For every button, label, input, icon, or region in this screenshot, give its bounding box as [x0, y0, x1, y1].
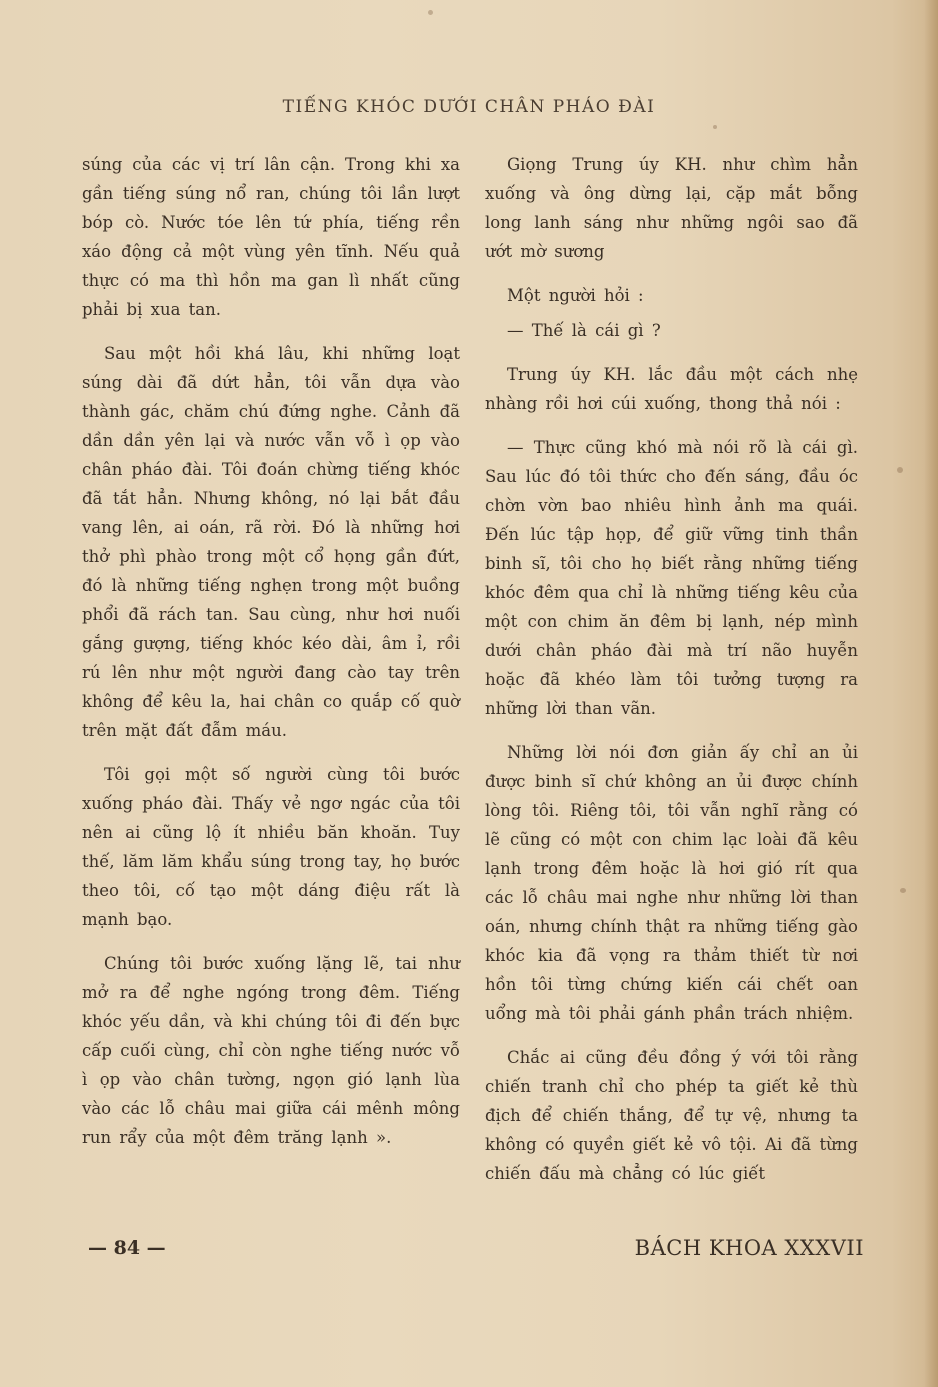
paper-speck — [900, 888, 906, 893]
paragraph: Giọng Trung úy KH. như chìm hẳn xuống và ông dừng lại, cặp mắt bỗng long lanh sáng như những ngôi sao đã ướt mờ sương — [485, 155, 858, 261]
paragraph: súng của các vị trí lân cận. Trong khi xa gần tiếng súng nổ ran, chúng tôi lần lượt bóp cò. Nước tóe lên tứ phía, tiếng rền xáo động cả một vùng yên tĩnh. Nếu quả thực có ma thì hồn ma gan lì nhất cũng phải bị xua tan. — [82, 155, 460, 319]
paper-speck — [897, 467, 903, 473]
page-edge-shadow — [924, 0, 938, 1387]
paper-speck — [713, 125, 717, 129]
right-column — [485, 150, 858, 1203]
running-title: TIẾNG KHÓC DƯỚI CHÂN PHÁO ĐÀI — [282, 97, 656, 117]
page-number: — 84 — — [88, 1237, 166, 1259]
paper-speck — [428, 10, 433, 15]
dialogue-paragraph: — Thực cũng khó mà nói rõ là cái gì. Sau lúc đó tôi thức cho đến sáng, đầu óc chờn vờn bao nhiêu hình ảnh ma quái. Đến lúc tập họp, để giữ vững tinh thần binh sĩ, tôi cho họ biết rằng những tiếng khóc đêm qua chỉ là những tiếng kêu của một con chim ăn đêm bị lạnh, nép mình dưới chân pháo đài mà trí não huyễn hoặc đã khéo làm tôi tưởng tượng ra những lời than vãn. — [485, 438, 858, 718]
paragraph: Chắc ai cũng đều đồng ý với tôi rằng chiến tranh chỉ cho phép ta giết kẻ thù địch để chiến thắng, để tự vệ, nhưng ta không có quyền giết kẻ vô tội. Ai đã từng chiến đấu mà chẳng có lúc giết — [485, 1048, 858, 1183]
paragraph: Những lời nói đơn giản ấy chỉ an ủi được binh sĩ chứ không an ủi được chính lòng tôi. Riêng tôi, tôi vẫn nghĩ rằng có lẽ cũng có một con chim lạc loài đã kêu lạnh trong đêm hoặc là hơi gió rít qua các lỗ châu mai nghe như những lời than oán, nhưng chính thật ra những tiếng gào khóc kia đã vọng ra thảm thiết từ nơi hồn tôi từng chứng kiến cái chết oan uổng mà tôi phải gánh phần trách nhiệm. — [485, 743, 858, 1023]
dialogue-line: — Thế là cái gì ? — [507, 321, 661, 340]
paragraph: Một người hỏi : — [507, 286, 644, 305]
paragraph: Chúng tôi bước xuống lặng lẽ, tai như mở ra để nghe ngóng trong đêm. Tiếng khóc yếu dần, và khi chúng tôi đi đến bực cấp cuối cùng, chỉ còn nghe tiếng nước vỗ ì ọp vào chân tường, ngọn gió lạnh lùa vào các lỗ châu mai giữa cái mênh mông run rẩy của một đêm trăng lạnh ». — [82, 954, 460, 1147]
paragraph: Trung úy KH. lắc đầu một cách nhẹ nhàng rồi hơi cúi xuống, thong thả nói : — [485, 365, 858, 413]
publication-name: BÁCH KHOA XXXVII — [634, 1236, 864, 1260]
left-column — [82, 150, 460, 1167]
paragraph: Sau một hồi khá lâu, khi những loạt súng dài đã dứt hẳn, tôi vẫn dựa vào thành gác, chăm chú đứng nghe. Cảnh đã dần dần yên lại và nước vẫn vỗ ì ọp vào chân pháo đài. Tôi đoán chừng tiếng khóc đã tắt hẳn. Nhưng không, nó lại bắt đầu vang lên, ai oán, rã rời. Đó là những hơi thở phì phào trong một cổ họng gần đứt, đó là những tiếng nghẹn trong một buồng phổi đã rách tan. Sau cùng, như hơi nuối gắng gượng, tiếng khóc kéo dài, âm ỉ, rồi rú lên như một người đang cào tay trên không để kêu la, hai chân co quắp cố quờ trên mặt đất đẫm máu. — [82, 344, 460, 740]
paragraph: Tôi gọi một số người cùng tôi bước xuống pháo đài. Thấy vẻ ngơ ngác của tôi nên ai cũng lộ ít nhiều băn khoăn. Tuy thế, lăm lăm khẩu súng trong tay, họ bước theo tôi, cố tạo một dáng điệu rất là mạnh bạo. — [82, 765, 460, 929]
